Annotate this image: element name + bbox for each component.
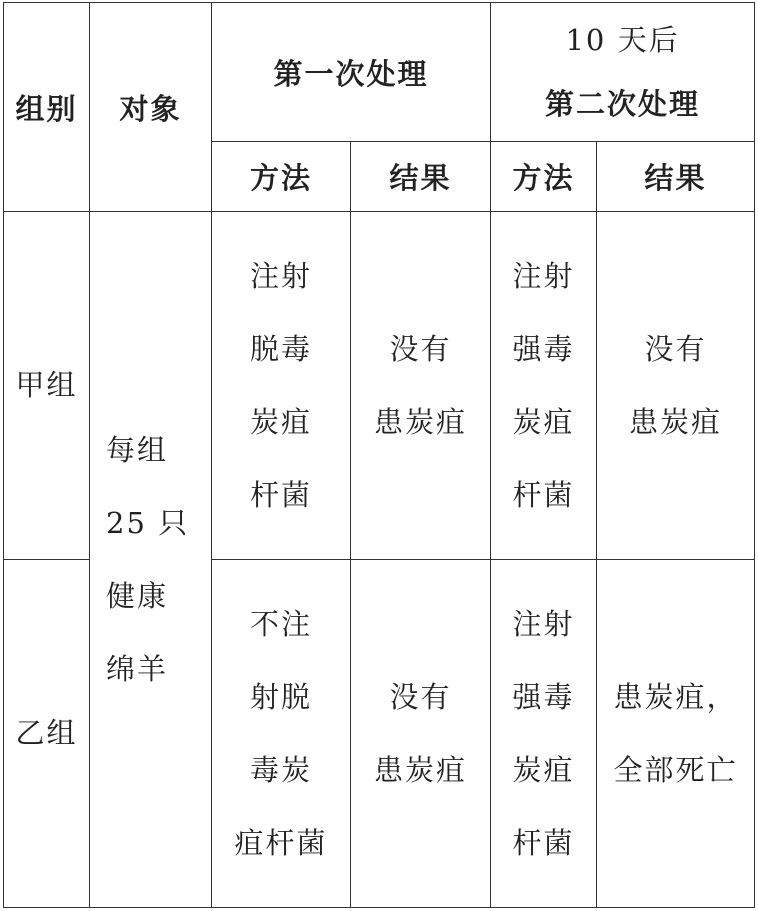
header-first-treatment: 第一次处理 <box>212 3 491 142</box>
text-line: 脱毒 <box>249 331 312 366</box>
subject-line: 绵羊 <box>106 651 169 686</box>
text-line: 患炭疽 <box>374 404 468 439</box>
text-line: 全部死亡 <box>613 752 738 787</box>
header-second-treatment-cell <box>491 3 755 142</box>
header-second-treatment: 第二次处理 <box>545 87 701 121</box>
second-method-cell <box>491 560 597 908</box>
text-line: 炭疽 <box>512 752 575 787</box>
text-line: 射脱 <box>249 679 312 714</box>
text-line: 患炭疽 <box>629 404 723 439</box>
subject-line: 每组 <box>106 432 169 467</box>
text-line: 强毒 <box>512 679 575 714</box>
first-method-cell <box>212 212 351 560</box>
text-line: 患炭疽， <box>613 679 738 714</box>
header-result-2: 结果 <box>597 142 755 212</box>
text-line: 毒炭 <box>249 752 312 787</box>
experiment-table <box>3 2 755 908</box>
text-line: 杆菌 <box>512 825 575 860</box>
second-result-cell <box>597 560 755 908</box>
subject-line: 健康 <box>106 578 169 613</box>
text-line: 杆菌 <box>249 477 312 512</box>
header-method-1: 方法 <box>212 142 351 212</box>
header-subject: 对象 <box>90 3 212 212</box>
text-line: 炭疽 <box>249 404 312 439</box>
text-line: 没有 <box>389 331 452 366</box>
text-line: 强毒 <box>512 331 575 366</box>
text-line: 没有 <box>389 679 452 714</box>
text-line: 没有 <box>644 331 707 366</box>
header-group: 组别 <box>4 3 90 212</box>
table-row-jia <box>4 212 755 560</box>
second-method-cell <box>491 212 597 560</box>
text-line: 注射 <box>512 258 575 293</box>
text-line: 杆菌 <box>512 477 575 512</box>
header-result-1: 结果 <box>351 142 491 212</box>
second-result-cell <box>597 212 755 560</box>
row-group-label: 甲组 <box>4 212 90 560</box>
header-second-prefix: 10 天后 <box>565 23 680 57</box>
text-line: 炭疽 <box>512 404 575 439</box>
header-method-2: 方法 <box>491 142 597 212</box>
row-group-label: 乙组 <box>4 560 90 908</box>
text-line: 患炭疽 <box>374 752 468 787</box>
first-method-cell <box>212 560 351 908</box>
subject-cell <box>90 212 212 908</box>
first-result-cell <box>351 560 491 908</box>
text-line: 疽杆菌 <box>234 825 328 860</box>
text-line: 注射 <box>512 606 575 641</box>
subject-line: 25 只 <box>106 505 190 540</box>
first-result-cell <box>351 212 491 560</box>
text-line: 不注 <box>249 606 312 641</box>
text-line: 注射 <box>249 258 312 293</box>
